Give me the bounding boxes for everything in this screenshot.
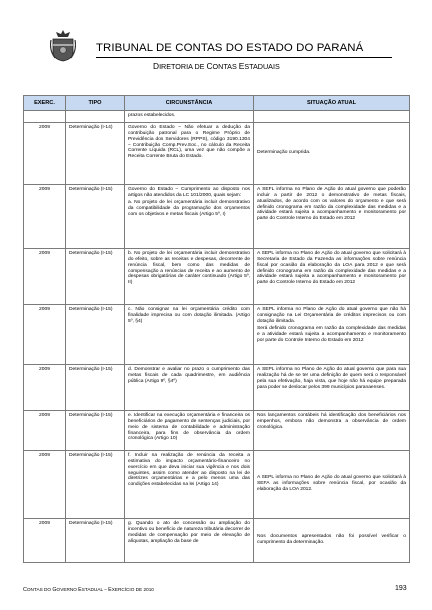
cell-exerc: 2009 (24, 249, 66, 305)
page-number: 193 (395, 585, 407, 592)
circunstancia-paragraph: e. Identificar na execução orçamentária e financeira os beneficiários de pagamento de sentenças judiciais, por meio de sistema de contabilidade e administração financeira, para fins de observância da ordem cronológica (Artigo 10) (128, 413, 250, 442)
cell-tipo: Determinação (I-15) (66, 519, 125, 563)
circunstancia-paragraph: g. Quando o ato de concessão ou ampliação do incentivo ou benefício de natureza tributária decorrer de medidas de compensação por meio de elevação de alíquotas, ampliação da base de (128, 521, 250, 544)
cell-tipo: Determinação (I-15) (66, 411, 125, 451)
table-row (24, 111, 410, 123)
page-title: TRIBUNAL DE CONTAS DO ESTADO DO PARANÁ (96, 42, 364, 54)
situacao-paragraph: Nos documentos apresentados não foi possível verificar o cumprimento da determinação. (257, 534, 406, 546)
situacao-paragraph: A SEFL informa no Plano de Ação do atual governo que poderão incluir a partir de 2012 o demonstrativo de metas fiscais, atualizados, de acordo com os valores do orçamento e que será definido cronograma em razão da complexidade das medidas e a atividade estará sujeita a acompanhamento e monitoramento por parte do Controle Interno do Estado em 2012 (257, 187, 406, 222)
cell-circunstancia (125, 519, 254, 563)
cell-exerc (24, 111, 66, 123)
situacao-paragraph: A SEPL informa no Plano de Ação do atual governo que não há consignação na Lei Orçamentária de créditos imprecisos ou com dotação ilimitada. (257, 307, 406, 324)
circunstancia-paragraph: a. No projeto de lei orçamentária incluir demonstrativo da compatibilidade da programação dos orçamentos com os objetivos e metas fiscais (Artigo 5º, I) (128, 200, 250, 217)
footer-caption: CONTAS DO GOVERNO ESTADUAL – EXERCÍCIO DE 2010 (23, 587, 154, 593)
cell-situacao-atual (254, 519, 410, 563)
circunstancia-paragraph: d. Demonstrar e avaliar no prazo o cumprimento das metas fiscais de cada quadrimestre, em audiência pública (Artigo 9º, §4º) (128, 367, 250, 384)
cell-tipo: Determinação (I-14) (66, 123, 125, 185)
cell-situacao-atual (254, 305, 410, 365)
cell-exerc: 2009 (24, 185, 66, 249)
cell-exerc: 2009 (24, 451, 66, 519)
column-header-tipo: TIPO (66, 96, 125, 111)
table-row (24, 411, 410, 451)
circunstancia-paragraph: b. No projeto de lei orçamentária incluir demonstrativo do efeito, sobre as receitas e despesas, decorrente de renúncia fiscal, bem como das medidas de compensação a renúncias de receita e ao aumento de despesas obrigatórias de caráter continuado (Artigo 5º, II) (128, 251, 250, 286)
header-divider (96, 57, 392, 58)
cell-circunstancia (125, 411, 254, 451)
circunstancia-paragraph: Governo do Estado – Não efetuar a dedução da contribuição patronal para o Regime Próprio de Previdência dos Servidores (RPPS), código 3190.1304 – Contribuição Comp.Prev.Soc., no cálculo da Receita Corrente Líquida (RCL), uma vez que não compõe a Receita Corrente Bruta do Estado. (128, 125, 250, 160)
situacao-paragraph: Determinação cumprida. (257, 150, 311, 156)
cell-tipo: Determinação (I-15) (66, 305, 125, 365)
cell-tipo: Determinação (I-15) (66, 365, 125, 411)
cell-circunstancia (125, 123, 254, 185)
circunstancia-paragraph: c. Não consignar na lei orçamentária crédito com finalidade imprecisa ou com dotação ilimitada. (Artigo 5º, §4) (128, 307, 250, 324)
cell-tipo: Determinação (I-15) (66, 451, 125, 519)
cell-exerc: 2009 (24, 519, 66, 563)
cell-situacao-atual (254, 123, 410, 185)
cell-tipo: Determinação (I-15) (66, 185, 125, 249)
parana-coat-of-arms-icon (50, 30, 76, 62)
table-row (24, 249, 410, 305)
situacao-paragraph: Será definido cronograma em razão da complexidade das medidas e a atividade estará sujeita a acompanhamento e monitoramento por parte do Controle Interno do Estado em 2012 (257, 326, 406, 343)
page-subtitle: DIRETORIA DE CONTAS ESTADUAIS (153, 61, 280, 71)
cell-situacao-atual (254, 249, 410, 305)
table-row (24, 185, 410, 249)
table-row (24, 123, 410, 185)
cell-situacao-atual (254, 365, 410, 411)
situacao-paragraph: A SEPL informa no Plano de Ação do atual governo que solicitará à Secretaria de Estado da Fazenda as informações sobre renúncia fiscal por ocasião da elaboração da LOA para 2012 e que será definido cronograma em razão da complexidade das medidas e a atividade estará sujeita a acompanhamento e monitoramento por parte do Controle Interno do Estado em 2012 (257, 251, 406, 286)
cell-circunstancia (125, 249, 254, 305)
situacao-paragraph: A SEPL informa no Plano de Ação do atual governo que solicitará à SEFA as informações sobre renúncia fiscal, por ocasião da elaboração da LOA 2012. (257, 475, 406, 492)
determinations-table (23, 95, 410, 563)
cell-circunstancia (125, 305, 254, 365)
column-header-situacao-atual: SITUAÇÃO ATUAL (254, 96, 410, 111)
column-header-exerc: EXERC. (24, 96, 66, 111)
table-row (24, 305, 410, 365)
cell-situacao-atual (254, 411, 410, 451)
cell-exerc: 2009 (24, 123, 66, 185)
circunstancia-paragraph: prazos estabelecidos. (128, 113, 176, 118)
cell-circunstancia (125, 365, 254, 411)
cell-tipo (66, 111, 125, 123)
table-row (24, 365, 410, 411)
column-header-circunstancia: CIRCUNSTÂNCIA (125, 96, 254, 111)
page-header (0, 0, 432, 90)
cell-circunstancia (125, 185, 254, 249)
table-header-row (24, 96, 410, 111)
cell-circunstancia (125, 451, 254, 519)
table-row (24, 451, 410, 519)
circunstancia-paragraph: f. Incluir na realização de renúncia da receita a estimativa do impacto orçamentário-financeiro no exercício em que deva iniciar sua vigência e nos dois seguintes, assim como atender ao disposto na lei de diretrizes orçamentárias e a pelo menos uma das condições estabelecidas na lei (Artigo 14) (128, 453, 250, 488)
cell-circunstancia (125, 111, 254, 123)
cell-situacao-atual (254, 185, 410, 249)
cell-exerc: 2009 (24, 365, 66, 411)
circunstancia-paragraph: Governo do Estado – Cumprimento ao disposto nos artigos não atendidos da LC 101/2000, quais sejam: (128, 187, 250, 199)
cell-situacao-atual (254, 451, 410, 519)
cell-exerc: 2009 (24, 411, 66, 451)
cell-exerc: 2009 (24, 305, 66, 365)
cell-situacao-atual (254, 111, 410, 123)
situacao-paragraph: A SEPL informa no Plano de Ação do atual governo que para sua realização há de se ter uma definição de quem será o responsável pela sua efetivação, haja vista, que hoje não há equipe preparada para poder se deslocar pelos 399 municípios paranaenses. (257, 367, 406, 390)
situacao-paragraph: Nos lançamentos contábeis há identificação dos beneficiários nos empenhos, embora não demonstra a observância de ordem cronológica. (257, 413, 406, 430)
cell-tipo: Determinação (I-15) (66, 249, 125, 305)
table-row (24, 519, 410, 563)
